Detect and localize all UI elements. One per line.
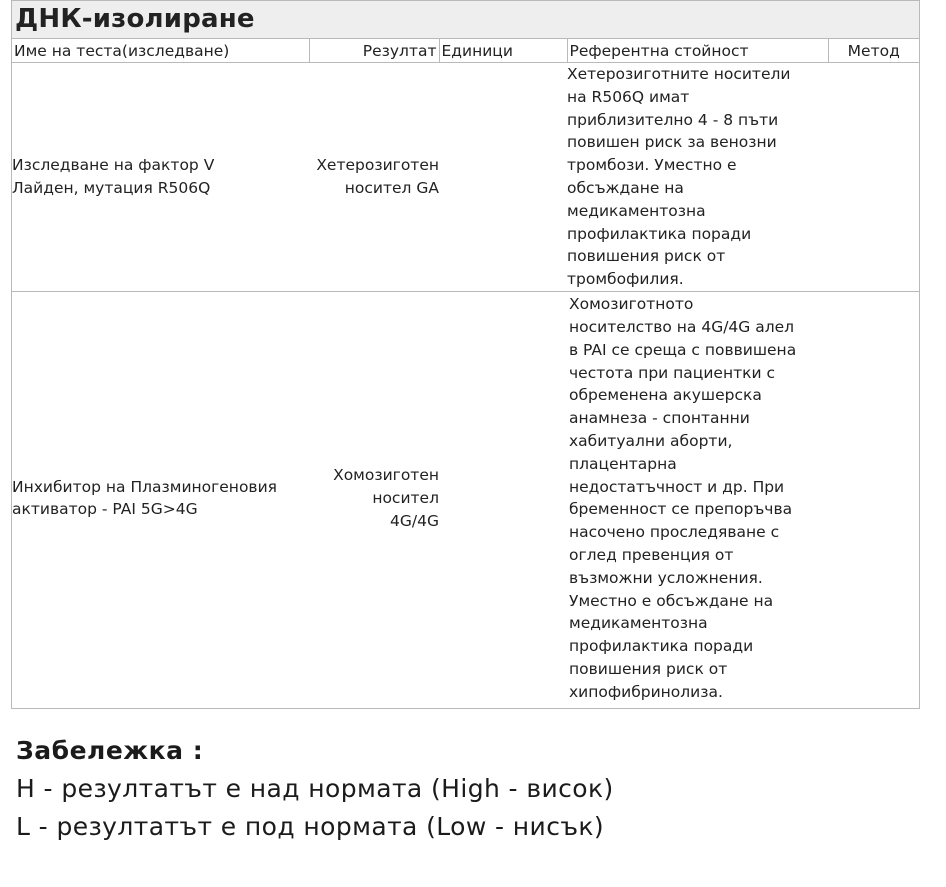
result-cell: Хомозиготен носител 4G/4G [333, 466, 439, 530]
table-header-row [12, 39, 919, 63]
results-report [11, 0, 920, 709]
units-cell [439, 63, 567, 292]
reference-cell: Хомозиготното носителство на 4G/4G алел в PAI се среща с поввишена честота при пациентки с обременена акушерска анамнеза - спонтанни хабитуални аборти, плацентарна недостатъчност и др. При бременност се препоръчва насочено проследяване с оглед превенция от възможни усложнения. Уместно е обсъждане на медикаментозна профилактика поради повишения риск от хипофибринолиза. [569, 295, 797, 701]
header-reference: Референтна стойност [567, 39, 828, 63]
results-table [12, 39, 919, 705]
test-name-cell: Инхибитор на Плазминогеновия активатор - PAI 5G>4G [12, 477, 277, 519]
header-method: Метод [828, 39, 919, 63]
section-title: ДНК-изолиране [15, 4, 255, 34]
test-name-cell: Изследване на фактор V Лайден, мутация R506Q [12, 63, 309, 292]
result-cell: Хетерозиготен носител GA [309, 63, 439, 292]
table-row [12, 63, 919, 292]
reference-cell: Хетерозиготните носители на R506Q имат приблизително 4 - 8 пъти повишен риск за венозни тромбози. Уместно е обсъждане на медикаментозна профилактика поради повишения риск от тромбофилия. [567, 63, 828, 292]
note-section [16, 732, 614, 846]
note-title: Забележка : [16, 736, 204, 765]
note-line-high: H - резултатът е над нормата (High - висок) [16, 774, 614, 803]
method-cell [828, 291, 919, 705]
section-header [12, 1, 919, 39]
header-test-name: Име на теста(изследване) [12, 39, 309, 63]
method-cell [828, 63, 919, 292]
note-line-low: L - резултатът е под нормата (Low - нисък) [16, 812, 605, 841]
table-row [12, 291, 919, 705]
header-units: Единици [439, 39, 567, 63]
units-cell [439, 291, 567, 705]
header-result: Резултат [309, 39, 439, 63]
